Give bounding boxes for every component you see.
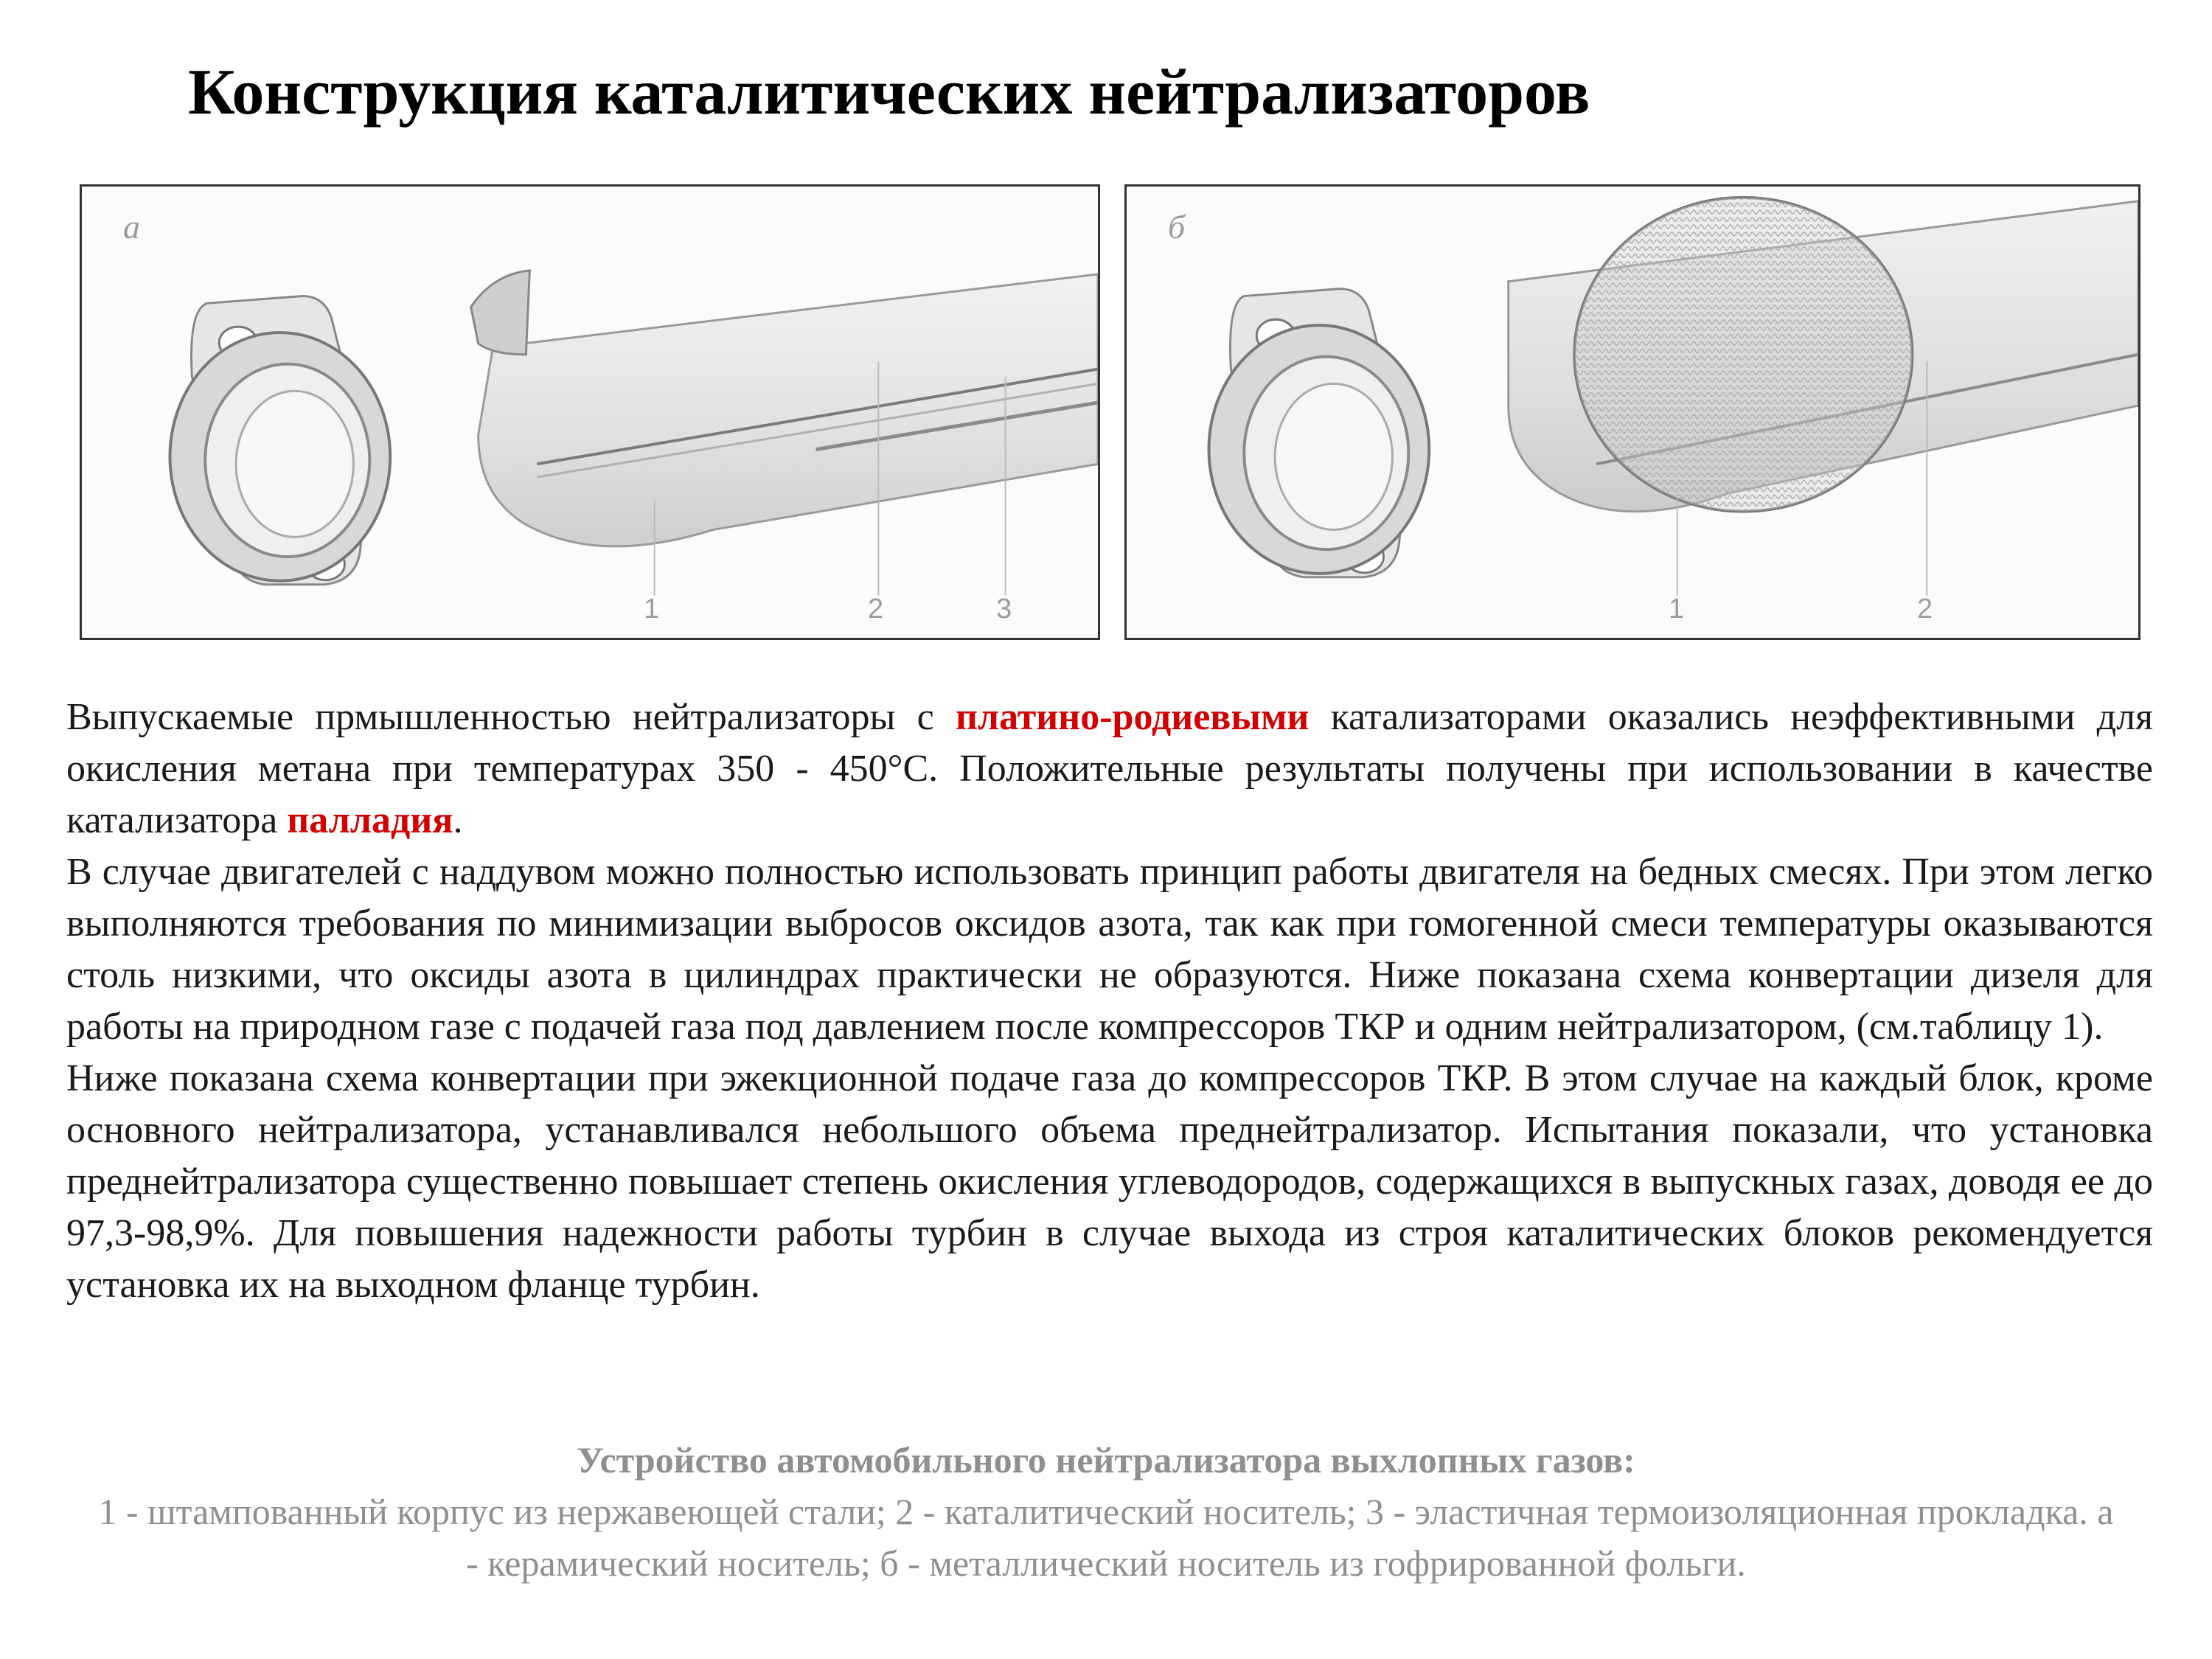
caption-text: 1 - штампованный корпус из нержавеющей стали; 2 - каталитический носитель; 3 - эластичная термоизоляционная прокладка. а - керамический носитель; б - металлический носитель из гофрированной фольги. — [98, 1491, 2114, 1584]
paragraph-1-text-end: . — [453, 799, 463, 841]
paragraph-1-text-middle: катализаторами оказались неэффективными для окисления метана при температурах 350 - 450°С. Положительные результаты получены при использовании в качестве катализатора — [66, 696, 2154, 841]
figure-a-letter: а — [123, 208, 140, 246]
figure-caption — [88, 1434, 2124, 1589]
paragraph-2: В случае двигателей с наддувом можно полностью использовать принцип работы двигателя на бедных смесях. При этом легко выполняются требования по минимизации выбросов оксидов азота, так как при гомогенной смеси температуры оказываются столь низкими, что оксиды азота в цилиндрах практически не образуются. Ниже показана схема конвертации дизеля для работы на природном газе с подачей газа под давлением после компрессоров ТКР и одним нейтрализатором, (см.таблицу 1). — [66, 851, 2153, 1048]
callout-1: 1 — [644, 594, 660, 625]
converter-illustration-a — [82, 187, 1098, 638]
caption-title: Устройство автомобильного нейтрализатора выхлопных газов: — [577, 1439, 1635, 1481]
figure-b-metal-converter — [1124, 184, 2140, 640]
converter-illustration-b — [1127, 187, 2138, 638]
highlight-palladium: палладия — [287, 799, 453, 841]
callout-2: 2 — [1917, 594, 1933, 625]
callout-2: 2 — [868, 594, 884, 625]
figure-b-letter: б — [1168, 208, 1186, 246]
figure-a-ceramic-converter — [80, 184, 1100, 640]
body-text — [66, 692, 2153, 1311]
page-title: Конструкция каталитических нейтрализаторов — [188, 57, 1590, 128]
paragraph-1-text-start: Выпускаемые прмышленностью нейтрализаторы с — [66, 696, 956, 738]
callout-3: 3 — [996, 594, 1012, 625]
highlight-platinum-rhodium: платино-родиевыми — [955, 696, 1310, 738]
paragraph-1 — [66, 692, 2153, 846]
paragraph-3: Ниже показана схема конвертации при эжекционной подаче газа до компрессоров ТКР. В этом случае на каждый блок, кроме основного нейтрализатора, устанавливался небольшого объема преднейтрализатор. Испытания показали, что установка преднейтрализатора существенно повышает степень окисления углеводородов, содержащихся в выпускных газах, доводя ее до 97,3-98,9%. Для повышения надежности работы турбин в случае выхода из строя каталитических блоков рекомендуется установка их на выходном фланце турбин. — [66, 1057, 2153, 1306]
callout-1: 1 — [1669, 594, 1685, 625]
